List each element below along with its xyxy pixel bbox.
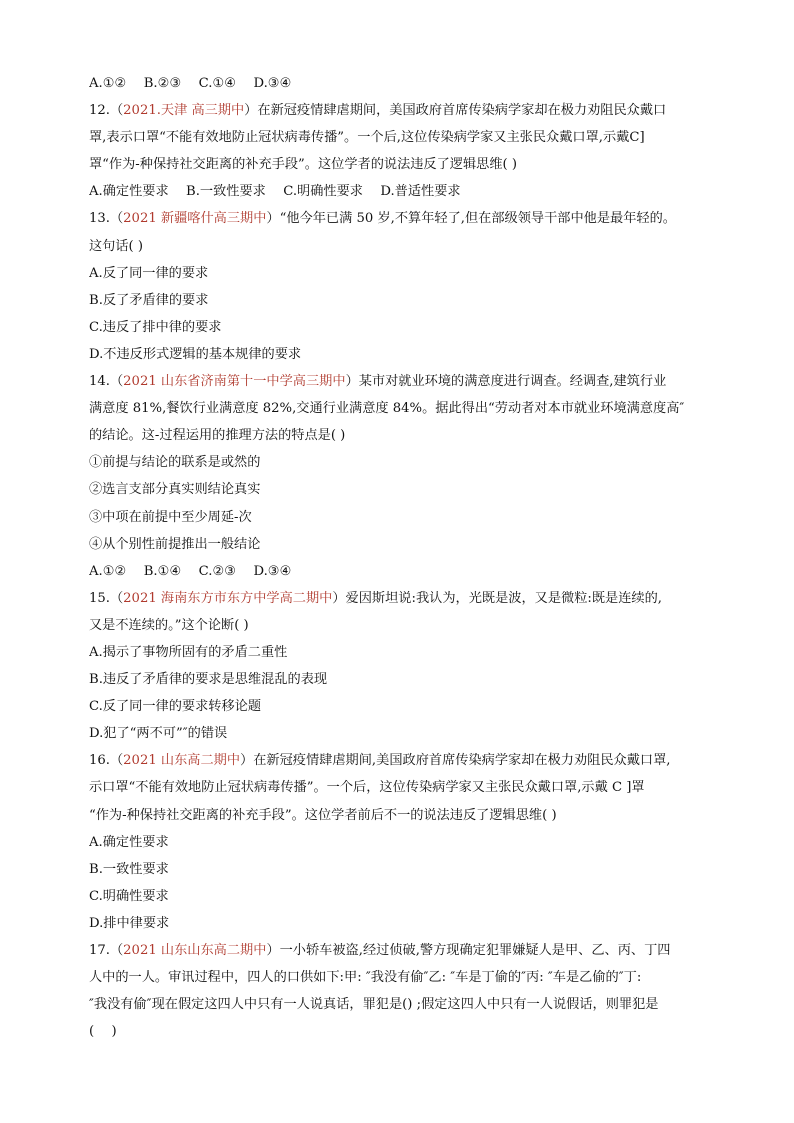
source-label: 2021 山东省济南第十一中学高三期中 — [123, 374, 346, 390]
source-label: 2021.天津 高三期中 — [123, 103, 245, 119]
line-text: D.排中律要求 — [89, 915, 170, 931]
source-label: 2021 山东高二期中 — [123, 753, 241, 769]
text-line — [89, 747, 709, 774]
line-text-continued: ）在新冠疫情肆虐期间,美国政府首席传染病学家却在极力劝阻民众戴口罩, — [240, 753, 671, 769]
text-line — [89, 368, 709, 395]
line-text: 示口罩“不能有效地防止冠状病毒传播”。一个后，这位传染病学家又主张民众戴口罩,示戴 C ]罩 — [89, 780, 645, 796]
line-text: A.①② B.①④ C.②③ D.③④ — [89, 563, 292, 579]
text-line — [89, 449, 709, 476]
text-line — [89, 531, 709, 558]
text-line — [89, 205, 709, 232]
text-line — [89, 612, 709, 639]
text-line — [89, 693, 709, 720]
text-line — [89, 1018, 709, 1045]
line-text: A.确定性要求 — [89, 834, 169, 850]
line-text-continued: ）“他今年已满 50 岁,不算年轻了,但在部级领导干部中他是最年轻的。 — [266, 211, 676, 227]
text-line — [89, 422, 709, 449]
text-line — [89, 883, 709, 910]
text-line — [89, 666, 709, 693]
line-text: A.揭示了事物所固有的矛盾二重性 — [89, 644, 288, 660]
line-text: 人中的一人。审讯过程中，四人的口供如下:甲: ″我没有偷″乙: ″车是丁偷的″丙: ″车是乙偷的″丁: — [89, 970, 642, 986]
text-line — [89, 314, 709, 341]
text-line — [89, 585, 709, 612]
line-text: A.①② B.②③ C.①④ D.③④ — [89, 76, 292, 91]
text-line — [89, 964, 709, 991]
line-text-continued: ）一小轿车被盗,经过侦破,警方现确定犯罪嫌疑人是甲、乙、丙、丁四 — [266, 943, 671, 958]
line-text: 16.（ — [89, 753, 124, 769]
line-text: ②选言支部分真实则结论真实 — [89, 482, 261, 498]
line-text: 满意度 81%,餐饮行业满意度 82%,交通行业满意度 84%。据此得出“劳动者对本市就业环境满意度高″ — [89, 401, 685, 417]
text-line — [89, 774, 709, 801]
line-text: A.反了同一律的要求 — [89, 265, 209, 281]
source-label: 2021 新疆喀什高三期中 — [123, 211, 267, 227]
text-line — [89, 937, 709, 964]
text-line — [89, 910, 709, 937]
text-line — [89, 178, 709, 205]
text-line — [89, 260, 709, 287]
line-text: ③中项在前提中至少周延-次 — [89, 509, 252, 525]
text-line — [89, 504, 709, 531]
line-text: C.违反了排中律的要求 — [89, 319, 222, 335]
line-text: 17.（ — [89, 943, 124, 958]
line-text-continued: ）爱因斯坦说:我认为，光既是波，又是微粒:既是连续的, — [332, 590, 662, 606]
text-line — [89, 720, 709, 747]
document-page — [89, 70, 709, 1045]
line-text: B.违反了矛盾律的要求是思维混乱的表现 — [89, 672, 328, 688]
line-text: D.不违反形式逻辑的基本规律的要求 — [89, 346, 302, 362]
text-line — [89, 97, 709, 124]
text-line — [89, 476, 709, 503]
line-text: 罩,表示口罩“不能有效地防止冠状病毒传播”。一个后,这位传染病学家又主张民众戴口罩,示戴C] — [89, 130, 645, 146]
line-text: B.反了矛盾律的要求 — [89, 292, 209, 308]
text-line — [89, 991, 709, 1018]
line-text: A.确定性要求 B.一致性要求 C.明确性要求 D.普适性要求 — [89, 184, 461, 200]
text-line — [89, 124, 709, 151]
text-line — [89, 395, 709, 422]
line-text: 12.（ — [89, 103, 124, 119]
text-line — [89, 70, 709, 97]
source-label: 2021 山东山东高二期中 — [123, 943, 267, 958]
line-text: C.反了同一律的要求转移论题 — [89, 699, 262, 715]
line-text: 这句话( ) — [89, 238, 144, 254]
text-line — [89, 829, 709, 856]
line-text: 15.（ — [89, 590, 124, 606]
line-text: 14.（ — [89, 374, 124, 390]
text-line — [89, 856, 709, 883]
line-text: ( ) — [89, 1024, 117, 1040]
line-text: 13.（ — [89, 211, 124, 227]
text-line — [89, 558, 709, 585]
source-label: 2021 海南东方市东方中学高二期中 — [123, 590, 333, 606]
line-text: “作为-种保持社交距离的补充手段”。这位学者前后不一的说法违反了逻辑思维( ) — [89, 807, 557, 823]
line-text: 的结论。这-过程运用的推理方法的特点是( ) — [89, 428, 346, 444]
line-text: D.犯了“两不可”″的错误 — [89, 726, 228, 742]
text-line — [89, 287, 709, 314]
line-text: ④从个别性前提推出一般结论 — [89, 536, 261, 552]
line-text: 又是不连续的。”这个论断( ) — [89, 617, 249, 633]
text-line — [89, 802, 709, 829]
line-text: 罩“作为-种保持社交距离的补充手段”。这位学者的说法违反了逻辑思维( ) — [89, 157, 518, 173]
line-text: ″我没有偷″现在假定这四人中只有一人说真话，罪犯是() ;假定这四人中只有一人说假话，则罪犯是 — [89, 997, 659, 1013]
text-line — [89, 639, 709, 666]
text-line — [89, 151, 709, 178]
line-text: C.明确性要求 — [89, 888, 169, 904]
text-line — [89, 233, 709, 260]
line-text: B.一致性要求 — [89, 861, 169, 877]
line-text: ①前提与结论的联系是或然的 — [89, 455, 261, 471]
text-line — [89, 341, 709, 368]
line-text-continued: ）在新冠疫情肆虐期间，美国政府首席传染病学家却在极力劝阻民众戴口 — [244, 103, 667, 119]
line-text-continued: ）某市对就业环境的满意度进行调查。经调查,建筑行业 — [345, 374, 667, 390]
